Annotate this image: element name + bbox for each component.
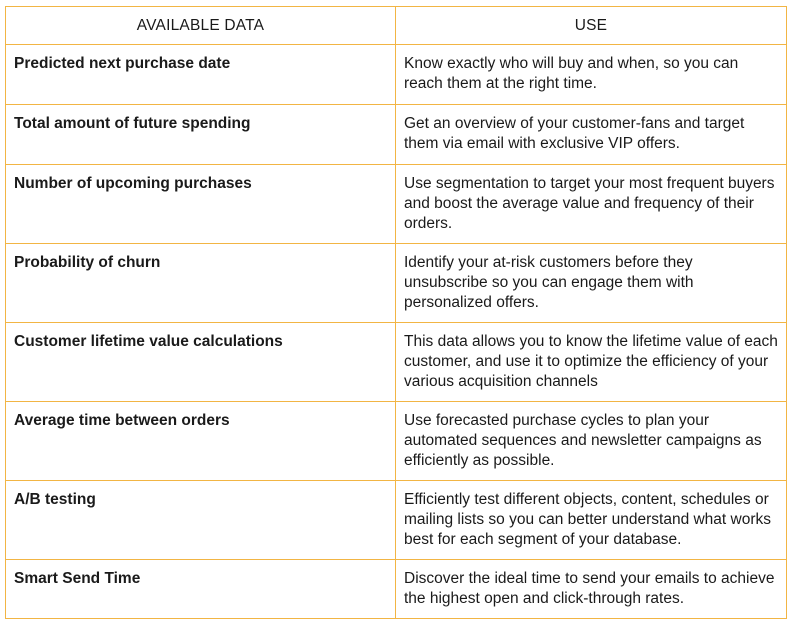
available-data-cell: Predicted next purchase date	[6, 45, 396, 105]
available-data-cell: Probability of churn	[6, 244, 396, 323]
table-row	[6, 323, 787, 402]
data-use-table-container	[5, 6, 787, 619]
header-use: USE	[396, 7, 787, 45]
available-data-cell: Number of upcoming purchases	[6, 165, 396, 244]
use-cell: This data allows you to know the lifetime value of each customer, and use it to optimize the efficiency of your various acquisition channels	[396, 323, 787, 402]
table-row	[6, 105, 787, 165]
use-cell: Get an overview of your customer-fans and target them via email with exclusive VIP offers.	[396, 105, 787, 165]
use-cell: Identify your at-risk customers before they unsubscribe so you can engage them with personalized offers.	[396, 244, 787, 323]
available-data-cell: Average time between orders	[6, 402, 396, 481]
use-cell: Efficiently test different objects, content, schedules or mailing lists so you can better understand what works best for each segment of your database.	[396, 481, 787, 560]
use-cell: Discover the ideal time to send your emails to achieve the highest open and click-through rates.	[396, 560, 787, 619]
use-cell: Know exactly who will buy and when, so you can reach them at the right time.	[396, 45, 787, 105]
table-row	[6, 45, 787, 105]
use-cell: Use segmentation to target your most frequent buyers and boost the average value and frequency of their orders.	[396, 165, 787, 244]
header-row	[6, 7, 787, 45]
table-row	[6, 165, 787, 244]
table-row	[6, 560, 787, 619]
data-use-table	[5, 6, 787, 619]
available-data-cell: Total amount of future spending	[6, 105, 396, 165]
table-row	[6, 244, 787, 323]
table-row	[6, 402, 787, 481]
table-row	[6, 481, 787, 560]
available-data-cell: A/B testing	[6, 481, 396, 560]
available-data-cell: Smart Send Time	[6, 560, 396, 619]
available-data-cell: Customer lifetime value calculations	[6, 323, 396, 402]
header-available-data: AVAILABLE DATA	[6, 7, 396, 45]
use-cell: Use forecasted purchase cycles to plan your automated sequences and newsletter campaigns as efficiently as possible.	[396, 402, 787, 481]
